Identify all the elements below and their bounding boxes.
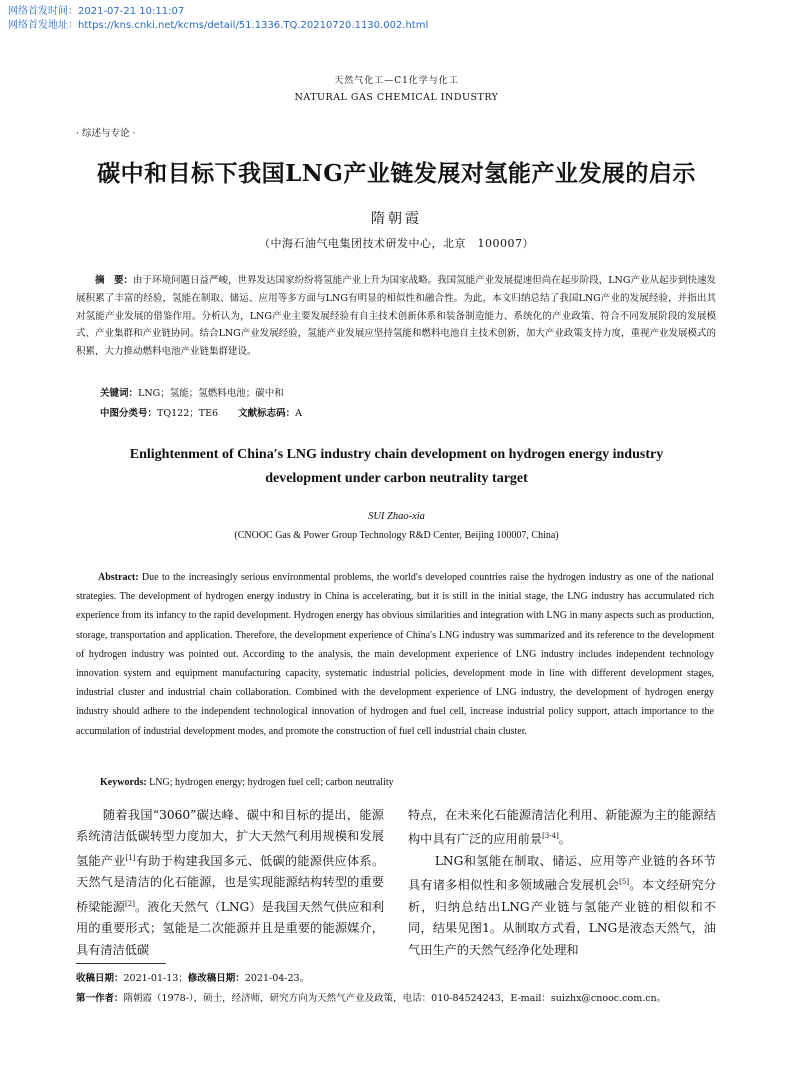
abstract-en-label: Abstract: — [98, 572, 139, 583]
keywords-cn-label: 关键词： — [100, 388, 139, 399]
doc-code-value: A — [295, 408, 302, 419]
classification-line — [100, 405, 302, 419]
publish-url[interactable]: 网络首发地址：https://kns.cnki.net/kcms/detail/51.1336.TQ.20210720.1130.002.html — [8, 20, 429, 31]
title-cn: 碳中和目标下我国LNG产业链发展对氢能产业发展的启示 — [97, 160, 696, 187]
citation: [5] — [619, 878, 630, 887]
keywords-en-label: Keywords: — [100, 777, 147, 788]
citation: [3-4] — [542, 832, 559, 841]
footnote-divider — [76, 963, 166, 964]
keywords-en-text: LNG; hydrogen energy; hydrogen fuel cell; carbon neutrality — [146, 777, 394, 788]
abstract-cn — [76, 272, 716, 361]
clc-label: 中图分类号： — [100, 408, 158, 419]
body-text: 随着我国“3060”碳达峰、碳中和目标的提出，能源系统清洁低碳转型力度加大，扩大天然气利用规模和发展氢能产业 — [76, 808, 384, 868]
abstract-en-text: Due to the increasingly serious environmental problems, the world′s developed countries raise the hydrogen industry as one of the national strategies. The development of hydrogen energy industry in China is accelerating, but it is still in the initial stage, the LNG industry has accumulated rich experience from its infancy to the rapid development. Hydrogen energy has obvious similarities and integration with LNG in many aspects such as production, storage, transportation and application. Therefore, the development experience of China′s LNG industry was summarized and its reference to the development of hydrogen industry was pointed out. According to the analysis, the main development experience of LNG industry includes independent technology innovation system and equipment manufacturing capacity, systematic industrial policies, development mode in line with different development stages, industrial cluster and industrial chain collaboration. Combined with the development experience of LNG industry, the development of hydrogen energy industry should adhere to the independent technological innovation of hydrogen and fuel cell, increase industrial policy support, attach importance to the accumulation of industrial development modes, and promote the construction of fuel cell industrial chain cluster. — [76, 572, 714, 737]
journal-name-cn: 天然气化工—C1化学与化工 — [334, 76, 459, 86]
body-text: 有助于构建我国多元、低碳的能源供应体系。天然气是清洁的化石能源，也是实现能源结构转型的重要桥梁能源 — [76, 853, 385, 914]
affiliation-en: (CNOOC Gas & Power Group Technology R&D Center, Beijing 100007, China) — [234, 530, 559, 541]
abstract-cn-label: 摘 要： — [95, 275, 134, 286]
citation: [1] — [125, 853, 136, 862]
title-en-line2: development under carbon neutrality target — [265, 471, 528, 486]
author-en: SUI Zhao-xia — [368, 511, 425, 522]
keywords-cn-text: LNG；氢能；氢燃料电池；碳中和 — [138, 388, 284, 399]
keywords-cn — [100, 385, 284, 399]
body-column-left — [76, 805, 384, 961]
body-paragraph — [408, 851, 716, 961]
publish-time: 网络首发时间：2021-07-21 10:11:07 — [8, 6, 185, 17]
journal-name-en: NATURAL GAS CHEMICAL INDUSTRY — [294, 92, 499, 103]
title-en — [0, 443, 793, 491]
body-text: 。 — [558, 832, 571, 847]
revised-label: 修改稿日期： — [187, 973, 245, 984]
citation: [2] — [125, 899, 135, 908]
clc-value: TQ122；TE6 — [157, 408, 219, 419]
doc-code-label: 文献标志码： — [238, 408, 296, 419]
body-text: 。液化天然气（LNG）是我国天然气供应和利用的重要形式；氢能是二次能源并且是重要的能源媒介，具有清洁低碳 — [76, 899, 385, 957]
keywords-en — [100, 777, 394, 788]
affiliation-cn: （中海石油气电集团技术研发中心，北京 100007） — [259, 237, 534, 250]
body-column-right — [408, 805, 716, 961]
received-label: 收稿日期： — [76, 973, 124, 984]
abstract-en — [76, 568, 714, 741]
body-paragraph — [76, 805, 384, 961]
body-text: LNG和氢能在制取、储运、应用等产业链的各环节具有诸多相似性和多领域融合发展机会 — [408, 853, 716, 893]
body-text: 。本文经研究分析，归纳总结出LNG产业链与氢能产业链的相似和不同，结果见图1。从制取方式看，LNG是液态天然气，油气田生产的天然气经净化处理和 — [408, 878, 717, 957]
footnote-author — [76, 990, 666, 1004]
section-label: · 综述与专论 · — [76, 128, 136, 139]
abstract-cn-text: 由于环境问题日益严峻，世界发达国家纷纷将氢能产业上升为国家战略。我国氢能产业发展提速但尚在起步阶段，LNG产业从起步到快速发展积累了丰富的经验，氢能在制取、储运、应用等多方面与LNG有明显的相似性和融合性。为此，本文归纳总结了我国LNG产业的发展经验，并指出其对氢能产业发展的借鉴作用。分析认为，LNG产业主要发展经验有自主技术创新体系和装备制造能力、系统化的产业政策、符合不同发展阶段的发展模式、产业集群和产业链协同。结合LNG产业发展经验，氢能产业发展应坚持氢能和燃料电池自主技术创新，加大产业政策支持力度，重视产业发展模式的积累，大力推动燃料电池产业链集群建设。 — [76, 275, 716, 358]
received-value: 2021-01-13； — [123, 973, 188, 984]
body-paragraph — [408, 805, 716, 851]
first-author-label: 第一作者： — [76, 993, 124, 1004]
author-cn: 隋朝霞 — [371, 211, 422, 227]
footnote-dates — [76, 970, 309, 984]
revised-value: 2021-04-23。 — [244, 973, 310, 984]
first-author-value: 隋朝霞（1978-），硕士，经济师，研究方向为天然气产业及政策，电话：010-84524243，E-mail：suizhx@cnooc.com.cn。 — [123, 993, 667, 1004]
body-text: 特点，在未来化石能源清洁化利用、新能源为主的能源结构中具有广泛的应用前景 — [408, 808, 716, 847]
title-en-line1: Enlightenment of China′s LNG industry chain development on hydrogen energy industry — [129, 447, 664, 462]
